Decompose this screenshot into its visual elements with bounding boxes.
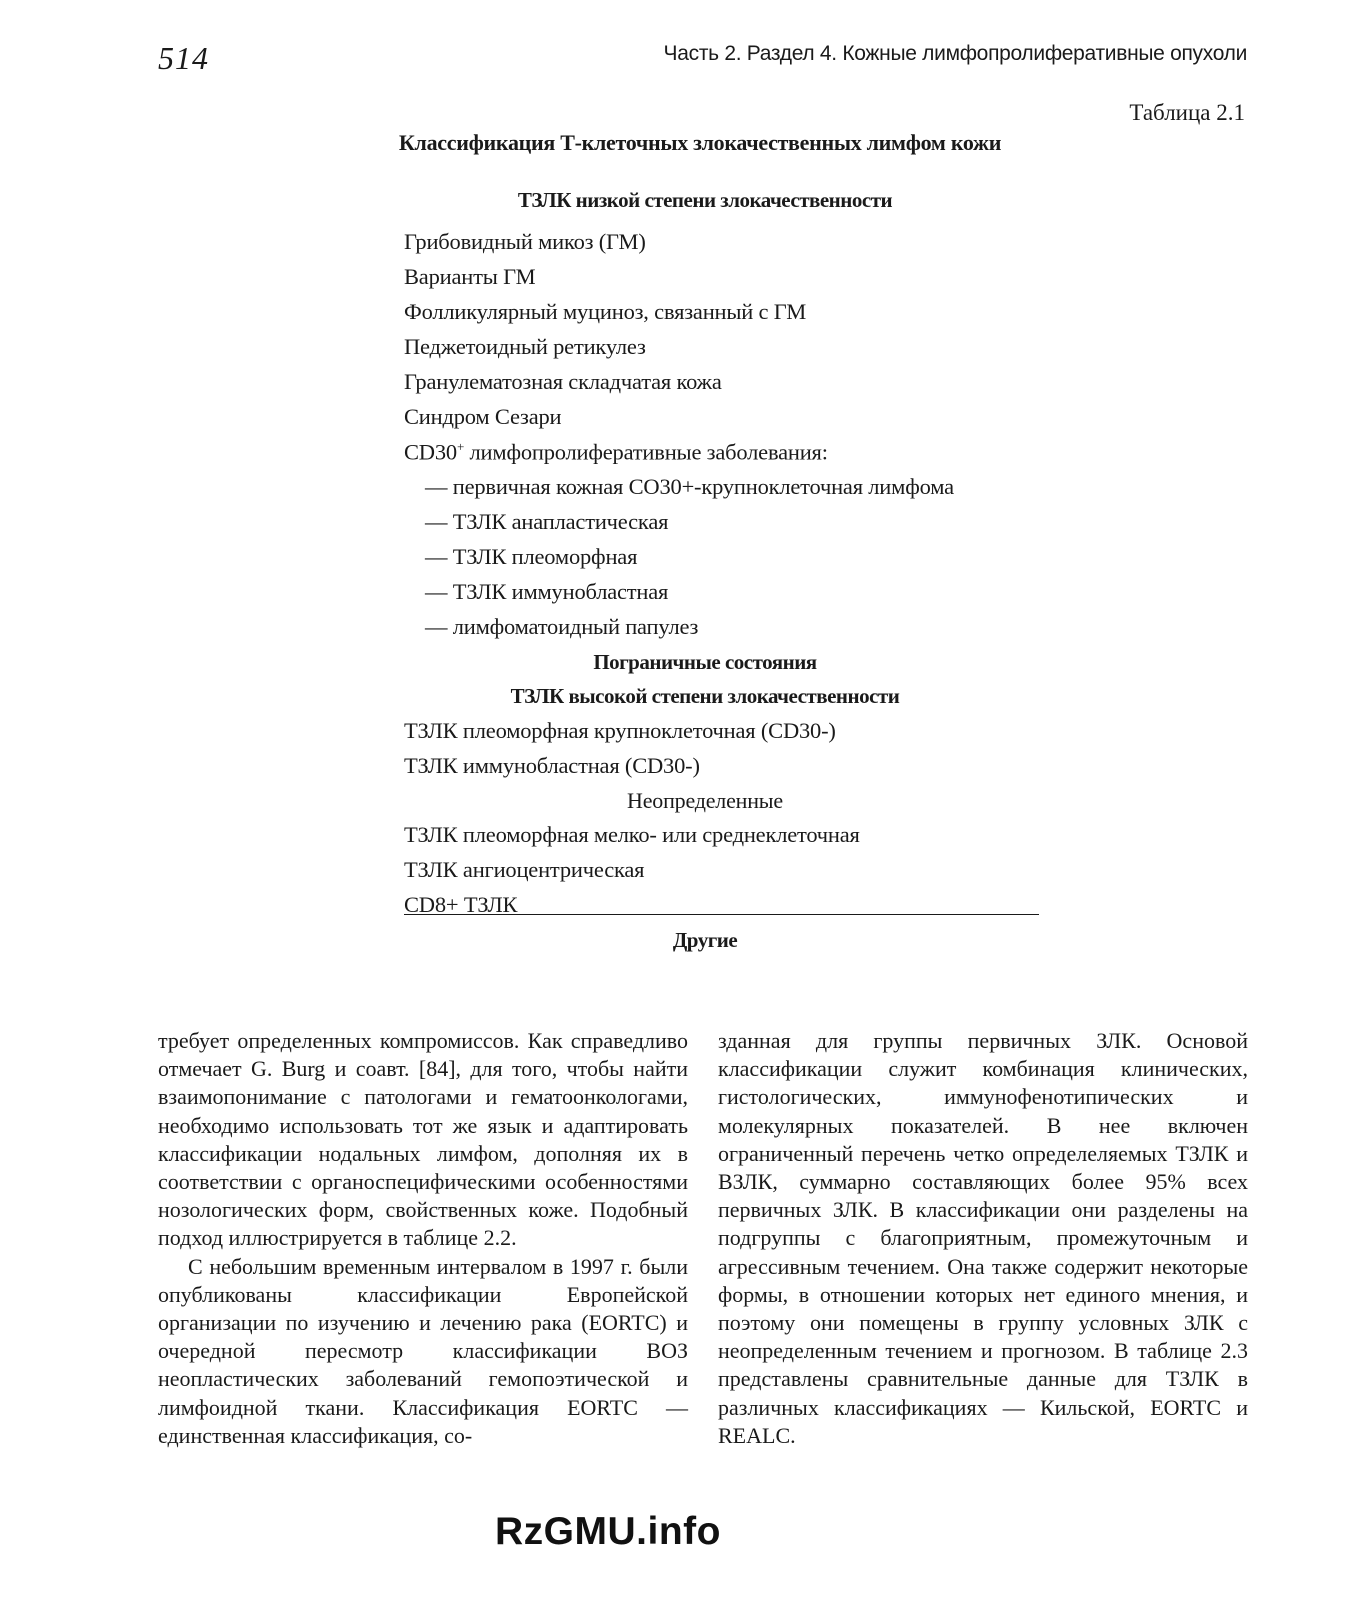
body-column-left: [158, 1027, 688, 1450]
table-row: Педжетоидный ретикулез: [404, 334, 646, 359]
running-head: Часть 2. Раздел 4. Кожные лимфопролиферативные опухоли: [663, 42, 1247, 65]
low-grade-heading: ТЗЛК низкой степени злокачественности: [517, 188, 893, 212]
undefined-heading: Неопределенные: [627, 788, 783, 813]
borderline-heading: Пограничные состояния: [593, 650, 817, 674]
watermark: RzGMU.info: [495, 1510, 721, 1553]
table-row: ТЗЛК плеоморфная мелко- или среднеклеточная: [404, 822, 860, 847]
table-subrow: — лимфоматоидный папулез: [425, 614, 699, 639]
table-row: ТЗЛК ангиоцентрическая: [404, 857, 645, 882]
table-subrow: — первичная кожная CO30+-крупноклеточная лимфома: [425, 474, 954, 499]
cd30-label: CD30: [404, 439, 457, 465]
paragraph: зданная для группы первичных ЗЛК. Основой классификации служит комбинация клинических, гистологических, иммунофенотипических и молекулярных показателей. В нее включен ограниченный перечень четко определеляемых ТЗЛК и ВЗЛК, суммарно составляющих более 95% всех первичных ЗЛК. В классификации они разделены на подгруппы с благоприятным, промежуточным и агрессивным течением. Она также содержит некоторые формы, в отношении которых нет единого мнения, и поэтому они помещены в группу условных ЗЛК с неопределенным течением и прогнозом. В таблице 2.3 представлены сравнительные данные для ТЗЛК в различных классификациях — Кильской, EORTC и REALC.: [718, 1028, 1248, 1448]
paragraph: требует определенных компромиссов. Как справедливо отмечает G. Burg и соавт. [84], для того, чтобы найти взаимопонимание с патологами и гематоонкологами, необходимо использовать тот же язык и адаптировать классификации нодальных лимфом, дополняя их в соответствии с органоспецифическими особенностями нозологических форм, свойственных коже. Подобный подход иллюстрируется в таблице 2.2.: [158, 1028, 688, 1251]
table-row: Гранулематозная складчатая кожа: [404, 369, 722, 394]
table-row: CD8+ ТЗЛК: [404, 892, 518, 917]
table-row-cd30: [404, 439, 828, 466]
table-rule: [404, 914, 1039, 915]
high-grade-heading: ТЗЛК высокой степени злокачественности: [510, 684, 900, 708]
paragraph: С небольшим временным интервалом в 1997 г. были опубликованы классификации Европейской организации по изучению и лечению рака (EORTC) и очередной пересмотр классификации ВОЗ неопластических заболеваний гемопоэтической и лимфоидной ткани. Классификация EORTC — единственная классификация, со-: [158, 1253, 688, 1448]
table-subrow: — ТЗЛК плеоморфная: [425, 544, 638, 569]
body-column-right: [718, 1027, 1248, 1450]
page-number: 514: [158, 40, 209, 76]
table-subrow: — ТЗЛК анапластическая: [425, 509, 669, 534]
table-title: Классификация Т-клеточных злокачественных лимфом кожи: [398, 130, 1002, 155]
other-heading: Другие: [672, 928, 738, 952]
table-row: Грибовидный микоз (ГМ): [404, 229, 646, 254]
table-number: Таблица 2.1: [1129, 100, 1245, 125]
cd30-superscript: +: [456, 439, 465, 454]
table-row: Синдром Сезари: [404, 404, 562, 429]
table-row: Фолликулярный муциноз, связанный с ГМ: [404, 299, 807, 324]
table-row: ТЗЛК плеоморфная крупноклеточная (CD30-): [404, 718, 836, 743]
table-subrow: — ТЗЛК иммунобластная: [425, 579, 669, 604]
table-row: ТЗЛК иммунобластная (CD30-): [404, 753, 700, 778]
cd30-rest: лимфопролиферативные заболевания:: [464, 439, 828, 465]
table-row: Варианты ГМ: [404, 264, 536, 289]
